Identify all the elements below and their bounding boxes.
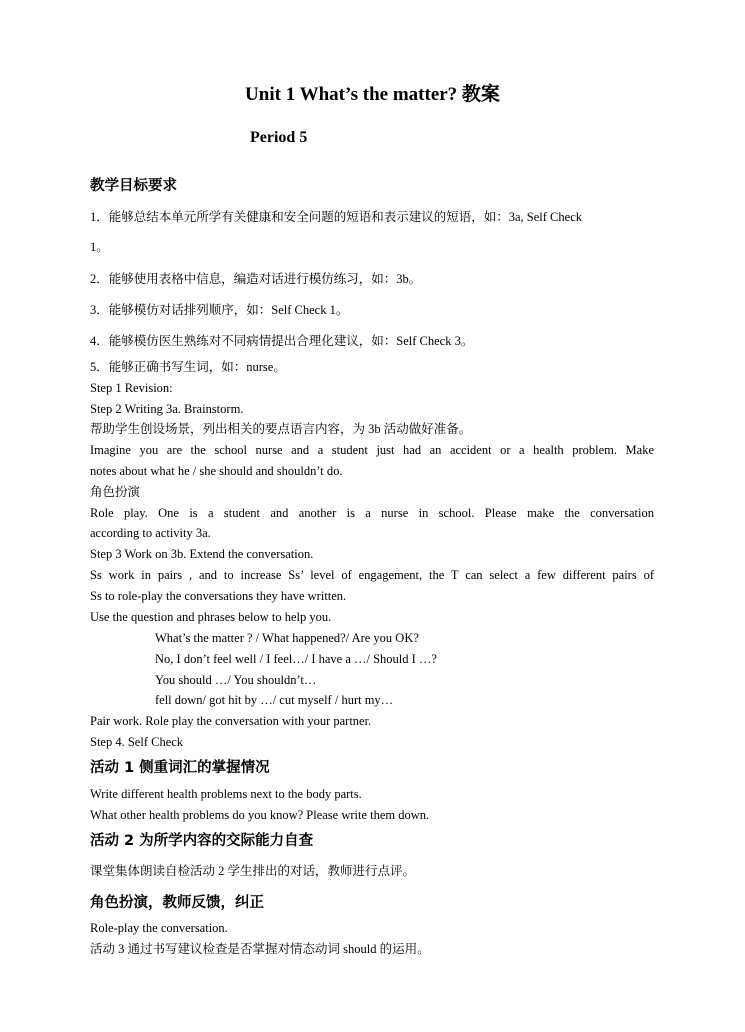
document-title: Unit 1 What’s the matter? 教案 (245, 84, 500, 105)
roleplay-label: 角色扮演 (90, 485, 141, 499)
activity-2-line-1: 课堂集体朗读自检活动 2 学生排出的对话，教师进行点评。 (90, 864, 416, 878)
step-1-revision: Step 1 Revision: (90, 381, 173, 395)
objective-4: 4．能够模仿医生熟练对不同病情提出合理化建议，如：Self Check 3。 (90, 334, 474, 348)
objective-2: 2．能够使用表格中信息，编造对话进行模仿练习，如：3b。 (90, 272, 422, 286)
objective-3: 3．能够模仿对话排列顺序，如：Self Check 1。 (90, 303, 349, 317)
objective-1: 1．能够总结本单元所学有关健康和安全问题的短语和表示建议的短语，如：3a, Self Check (90, 210, 582, 224)
objective-5: 5．能够正确书写生词，如：nurse。 (90, 360, 286, 374)
phrase-line-3: You should …/ You shouldn’t… (155, 673, 317, 687)
roleplay-section-line-2: 活动 3 通过书写建议检查是否掌握对情态动词 should 的运用。 (90, 942, 430, 956)
phrase-line-1: What’s the matter ? / What happened?/ Are you OK? (155, 631, 419, 645)
roleplay-line-2: according to activity 3a. (90, 526, 211, 540)
phrase-line-4: fell down/ got hit by …/ cut myself / hurt my… (155, 693, 394, 707)
objectives-heading: 教学目标要求 (90, 178, 177, 194)
phrase-line-2: No, I don’t feel well / I feel…/ I have a …/ Should I …? (155, 652, 437, 666)
use-phrases-line: Use the question and phrases below to help you. (90, 610, 332, 624)
activity-1-heading: 活动 1 侧重词汇的掌握情况 (90, 760, 270, 776)
period-label: Period 5 (250, 129, 308, 146)
step-3-work: Step 3 Work on 3b. Extend the conversation. (90, 547, 314, 561)
activity-1-line-1: Write different health problems next to the body parts. (90, 787, 362, 801)
step-2-description: 帮助学生创设场景，列出相关的要点语言内容，为 3b 活动做好准备。 (90, 422, 472, 436)
objective-1-cont: 1。 (90, 240, 109, 254)
imagine-line-2: notes about what he / she should and shouldn’t do. (90, 464, 343, 478)
pair-work-line: Pair work. Role play the conversation with your partner. (90, 714, 372, 728)
activity-1-line-2: What other health problems do you know? Please write them down. (90, 808, 430, 822)
imagine-line-1: Imagine you are the school nurse and a student just had an accident or a health problem. Make (90, 443, 654, 457)
ss-line-2: Ss to role-play the conversations they have written. (90, 589, 347, 603)
step-2-writing: Step 2 Writing 3a. Brainstorm. (90, 402, 244, 416)
step-4-self-check: Step 4. Self Check (90, 735, 184, 749)
roleplay-line-1: Role play. One is a student and another is a nurse in school. Please make the conversation (90, 506, 654, 520)
ss-line-1: Ss work in pairs , and to increase Ss’ level of engagement, the T can select a few different pairs of (90, 568, 654, 582)
roleplay-section-heading: 角色扮演，教师反馈，纠正 (90, 895, 264, 911)
roleplay-section-line-1: Role-play the conversation. (90, 921, 228, 935)
activity-2-heading: 活动 2 为所学内容的交际能力自查 (90, 833, 314, 849)
